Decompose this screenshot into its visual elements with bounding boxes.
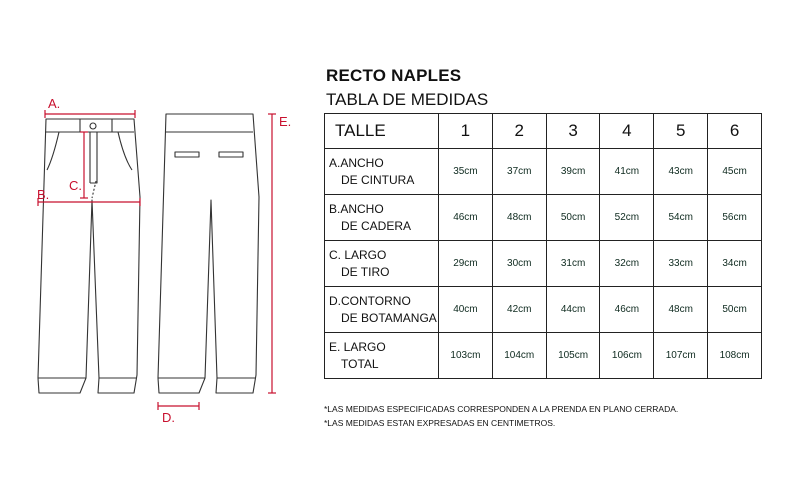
row-label-line2: DE BOTAMANGA (341, 310, 437, 325)
table-cell: 33cm (654, 241, 708, 287)
header-size-3: 3 (546, 114, 600, 149)
table-cell: 48cm (654, 287, 708, 333)
row-label-line1: A.ANCHO (329, 156, 384, 171)
row-ancho-cadera (325, 195, 762, 241)
table-cell: 30cm (492, 241, 546, 287)
row-label-line1: C. LARGO (329, 248, 387, 263)
row-label (325, 195, 439, 241)
table-cell: 37cm (492, 149, 546, 195)
row-label (325, 149, 439, 195)
header-size-2: 2 (492, 114, 546, 149)
row-label-line2: TOTAL (341, 356, 379, 371)
table-cell: 50cm (546, 195, 600, 241)
table-cell: 104cm (492, 333, 546, 379)
pants-back (158, 114, 259, 393)
table-cell: 48cm (492, 195, 546, 241)
header-talle: TALLE (325, 114, 439, 149)
header-size-4: 4 (600, 114, 654, 149)
table-cell: 29cm (439, 241, 493, 287)
label-a: A. (48, 96, 61, 111)
table-subtitle: TABLA DE MEDIDAS (326, 90, 489, 109)
table-cell: 32cm (600, 241, 654, 287)
footnote-plano: *LAS MEDIDAS ESPECIFICADAS CORRESPONDEN A LA PRENDA EN PLANO CERRADA. (324, 404, 679, 414)
table-cell: 105cm (546, 333, 600, 379)
header-size-6: 6 (708, 114, 762, 149)
row-label-line2: DE CINTURA (341, 172, 415, 187)
table-cell: 45cm (708, 149, 762, 195)
header-size-5: 5 (654, 114, 708, 149)
table-cell: 103cm (439, 333, 493, 379)
row-label-line1: D.CONTORNO (329, 294, 411, 309)
table-cell: 56cm (708, 195, 762, 241)
label-b: B. (37, 187, 50, 202)
pants-diagram (0, 0, 330, 482)
size-header-row (325, 114, 762, 149)
row-largo-total (325, 333, 762, 379)
header-size-1: 1 (439, 114, 493, 149)
table-cell: 106cm (600, 333, 654, 379)
table-cell: 39cm (546, 149, 600, 195)
table-cell: 108cm (708, 333, 762, 379)
row-label (325, 333, 439, 379)
row-label (325, 241, 439, 287)
table-cell: 46cm (439, 195, 493, 241)
label-e: E. (279, 114, 292, 129)
size-table (324, 113, 762, 379)
row-label (325, 287, 439, 333)
pants-front (38, 119, 140, 393)
table-cell: 43cm (654, 149, 708, 195)
table-cell: 31cm (546, 241, 600, 287)
label-d: D. (162, 410, 175, 425)
table-cell: 34cm (708, 241, 762, 287)
table-cell: 35cm (439, 149, 493, 195)
table-cell: 40cm (439, 287, 493, 333)
row-label-line2: DE CADERA (341, 218, 412, 233)
table-cell: 44cm (546, 287, 600, 333)
row-contorno-botamanga (325, 287, 762, 333)
table-cell: 42cm (492, 287, 546, 333)
table-cell: 107cm (654, 333, 708, 379)
table-cell: 52cm (600, 195, 654, 241)
row-label-line1: E. LARGO (329, 340, 386, 355)
row-largo-tiro (325, 241, 762, 287)
row-label-line1: B.ANCHO (329, 202, 384, 217)
table-cell: 46cm (600, 287, 654, 333)
label-c: C. (69, 178, 82, 193)
product-title: RECTO NAPLES (326, 66, 462, 85)
footnote-centimetros: *LAS MEDIDAS ESTAN EXPRESADAS EN CENTIMETROS. (324, 418, 556, 428)
row-ancho-cintura (325, 149, 762, 195)
row-label-line2: DE TIRO (341, 264, 390, 279)
table-cell: 54cm (654, 195, 708, 241)
table-cell: 50cm (708, 287, 762, 333)
table-cell: 41cm (600, 149, 654, 195)
